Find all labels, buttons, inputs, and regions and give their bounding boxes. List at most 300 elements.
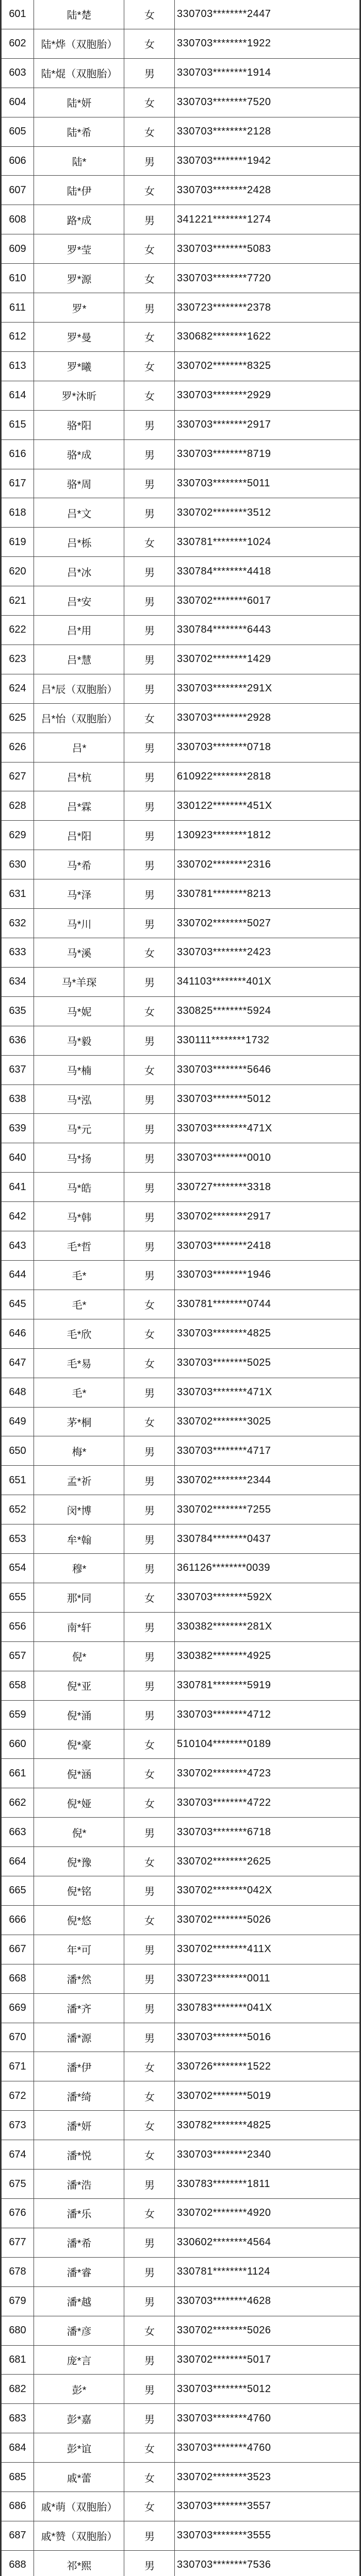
table-row — [1, 967, 361, 996]
student-name: 陆*烨（双胞胎） — [34, 29, 124, 58]
id-number: 330702********5026 — [175, 2316, 361, 2345]
id-number: 330702********7255 — [175, 1495, 361, 1524]
row-number: 684 — [1, 2433, 34, 2463]
row-number: 624 — [1, 674, 34, 703]
table-row — [1, 996, 361, 1026]
student-name: 戚*蕾 — [34, 2463, 124, 2492]
student-gender: 男 — [124, 879, 175, 909]
row-number: 683 — [1, 2404, 34, 2433]
student-name: 陆*妍 — [34, 88, 124, 117]
student-gender: 男 — [124, 205, 175, 234]
student-gender: 男 — [124, 791, 175, 821]
table-row — [1, 351, 361, 381]
row-number: 644 — [1, 1260, 34, 1290]
student-name: 倪*娅 — [34, 1788, 124, 1818]
id-number: 330702********5019 — [175, 2081, 361, 2111]
student-name: 马*泓 — [34, 1084, 124, 1114]
student-name: 彭*嘉 — [34, 2404, 124, 2433]
student-gender: 女 — [124, 1847, 175, 1876]
student-gender: 男 — [124, 1026, 175, 1055]
id-number: 330703********291X — [175, 674, 361, 703]
id-number: 330783********1811 — [175, 2170, 361, 2199]
student-name: 倪*铭 — [34, 1876, 124, 1906]
id-number: 330703********5011 — [175, 469, 361, 498]
id-number: 330703********2917 — [175, 410, 361, 439]
id-number: 330702********5027 — [175, 909, 361, 938]
row-number: 672 — [1, 2081, 34, 2111]
id-number: 330702********2316 — [175, 850, 361, 879]
id-number: 330702********5026 — [175, 1905, 361, 1935]
id-number: 330702********3512 — [175, 498, 361, 528]
table-row — [1, 2433, 361, 2463]
student-name: 倪*豪 — [34, 1730, 124, 1759]
row-number: 685 — [1, 2463, 34, 2492]
table-row — [1, 762, 361, 791]
id-number: 330703********0718 — [175, 733, 361, 762]
table-row — [1, 2375, 361, 2404]
table-row — [1, 1084, 361, 1114]
table-row — [1, 117, 361, 146]
id-number: 330784********4418 — [175, 557, 361, 586]
row-number: 651 — [1, 1466, 34, 1495]
student-gender: 女 — [124, 2081, 175, 2111]
table-row — [1, 2550, 361, 2576]
row-number: 606 — [1, 146, 34, 176]
student-name: 陆*希 — [34, 117, 124, 146]
student-name: 倪*亚 — [34, 1671, 124, 1700]
table-row — [1, 674, 361, 703]
id-number: 330703********1946 — [175, 1260, 361, 1290]
student-name: 吕*安 — [34, 586, 124, 616]
row-number: 620 — [1, 557, 34, 586]
student-name: 倪*涵 — [34, 1759, 124, 1788]
id-number: 330702********2625 — [175, 1847, 361, 1876]
id-number: 330703********2928 — [175, 703, 361, 733]
row-number: 623 — [1, 645, 34, 674]
table-row — [1, 1114, 361, 1143]
student-gender: 男 — [124, 1143, 175, 1173]
student-name: 牟*翰 — [34, 1524, 124, 1554]
table-row — [1, 528, 361, 557]
student-name: 罗*源 — [34, 264, 124, 293]
table-row — [1, 733, 361, 762]
student-gender: 女 — [124, 938, 175, 968]
table-row — [1, 1964, 361, 1993]
row-number: 687 — [1, 2521, 34, 2550]
student-gender: 男 — [124, 1231, 175, 1261]
student-name: 潘*乐 — [34, 2198, 124, 2228]
id-number: 330702********3523 — [175, 2463, 361, 2492]
row-number: 634 — [1, 967, 34, 996]
id-number: 330703********2929 — [175, 381, 361, 410]
student-name: 马*皓 — [34, 1173, 124, 1202]
student-gender: 男 — [124, 2170, 175, 2199]
student-name: 那*同 — [34, 1583, 124, 1612]
student-gender: 女 — [124, 234, 175, 264]
student-name: 吕*霖 — [34, 791, 124, 821]
table-row — [1, 1466, 361, 1495]
id-number: 330703********6718 — [175, 1818, 361, 1847]
row-number: 654 — [1, 1554, 34, 1583]
table-row — [1, 1202, 361, 1231]
student-gender: 男 — [124, 58, 175, 88]
id-number: 330382********281X — [175, 1612, 361, 1641]
id-number: 330781********5919 — [175, 1671, 361, 1700]
row-number: 677 — [1, 2228, 34, 2257]
id-number: 330703********8719 — [175, 439, 361, 469]
student-gender: 女 — [124, 703, 175, 733]
student-name: 潘*妍 — [34, 2111, 124, 2140]
student-gender: 男 — [124, 1173, 175, 1202]
id-number: 330703********7720 — [175, 264, 361, 293]
row-number: 668 — [1, 1964, 34, 1993]
row-number: 642 — [1, 1202, 34, 1231]
row-number: 639 — [1, 1114, 34, 1143]
student-gender: 男 — [124, 1671, 175, 1700]
student-name: 吕*冰 — [34, 557, 124, 586]
student-name: 吕*栎 — [34, 528, 124, 557]
table-row — [1, 1671, 361, 1700]
row-number: 665 — [1, 1876, 34, 1906]
student-name: 茅*桐 — [34, 1407, 124, 1436]
row-number: 652 — [1, 1495, 34, 1524]
student-name: 潘*源 — [34, 2023, 124, 2052]
table-row — [1, 1231, 361, 1261]
row-number: 618 — [1, 498, 34, 528]
row-number: 641 — [1, 1173, 34, 1202]
id-number: 330784********6443 — [175, 616, 361, 645]
id-number: 330702********042X — [175, 1876, 361, 1906]
row-number: 601 — [1, 0, 34, 29]
student-name: 吕*慧 — [34, 645, 124, 674]
student-name: 年*可 — [34, 1935, 124, 1964]
student-name: 吕*杭 — [34, 762, 124, 791]
table-row — [1, 1143, 361, 1173]
table-row — [1, 498, 361, 528]
id-number: 330703********471X — [175, 1378, 361, 1407]
student-gender: 男 — [124, 293, 175, 323]
student-gender: 男 — [124, 1964, 175, 1993]
id-number: 610922********2818 — [175, 762, 361, 791]
table-row — [1, 2198, 361, 2228]
table-row — [1, 1905, 361, 1935]
student-name: 潘*然 — [34, 1964, 124, 1993]
table-row — [1, 879, 361, 909]
row-number: 655 — [1, 1583, 34, 1612]
row-number: 608 — [1, 205, 34, 234]
table-row — [1, 1788, 361, 1818]
row-number: 629 — [1, 821, 34, 850]
row-number: 612 — [1, 322, 34, 351]
row-number: 648 — [1, 1378, 34, 1407]
id-number: 361126********0039 — [175, 1554, 361, 1583]
table-row — [1, 410, 361, 439]
id-number: 330782********4825 — [175, 2111, 361, 2140]
row-number: 653 — [1, 1524, 34, 1554]
row-number: 682 — [1, 2375, 34, 2404]
student-gender: 女 — [124, 322, 175, 351]
table-row — [1, 176, 361, 205]
row-number: 627 — [1, 762, 34, 791]
student-gender: 女 — [124, 88, 175, 117]
student-gender: 男 — [124, 1466, 175, 1495]
student-name: 骆*周 — [34, 469, 124, 498]
row-number: 631 — [1, 879, 34, 909]
table-row — [1, 909, 361, 938]
id-number: 330727********3318 — [175, 1173, 361, 1202]
table-row — [1, 938, 361, 968]
row-number: 602 — [1, 29, 34, 58]
row-number: 661 — [1, 1759, 34, 1788]
student-gender: 男 — [124, 850, 175, 879]
student-gender: 女 — [124, 2111, 175, 2140]
table-row — [1, 0, 361, 29]
table-row — [1, 1348, 361, 1378]
student-name: 陆*伊 — [34, 176, 124, 205]
id-number: 330703********2447 — [175, 0, 361, 29]
row-number: 611 — [1, 293, 34, 323]
table-row — [1, 821, 361, 850]
id-number: 330703********7536 — [175, 2550, 361, 2576]
row-number: 676 — [1, 2198, 34, 2228]
student-gender: 男 — [124, 1641, 175, 1671]
table-row — [1, 293, 361, 323]
student-gender: 女 — [124, 1290, 175, 1319]
student-name: 马*泽 — [34, 879, 124, 909]
student-name: 毛*欣 — [34, 1319, 124, 1348]
student-gender: 男 — [124, 909, 175, 938]
id-number: 330703********4722 — [175, 1788, 361, 1818]
student-name: 马*羊琛 — [34, 967, 124, 996]
row-number: 670 — [1, 2023, 34, 2052]
row-number: 619 — [1, 528, 34, 557]
student-name: 潘*悦 — [34, 2140, 124, 2170]
id-number: 330723********0011 — [175, 1964, 361, 1993]
student-gender: 男 — [124, 1084, 175, 1114]
table-row — [1, 1495, 361, 1524]
table-row — [1, 2140, 361, 2170]
student-name: 倪*涌 — [34, 1700, 124, 1730]
student-gender: 女 — [124, 996, 175, 1026]
row-number: 669 — [1, 1993, 34, 2023]
table-row — [1, 2345, 361, 2375]
student-name: 陆* — [34, 146, 124, 176]
table-row — [1, 1524, 361, 1554]
student-gender: 男 — [124, 1935, 175, 1964]
id-number: 330703********2340 — [175, 2140, 361, 2170]
row-number: 657 — [1, 1641, 34, 1671]
table-row — [1, 1319, 361, 1348]
id-number: 330702********411X — [175, 1935, 361, 1964]
row-number: 610 — [1, 264, 34, 293]
table-row — [1, 2170, 361, 2199]
student-name: 戚*赞（双胞胎） — [34, 2521, 124, 2550]
student-gender: 男 — [124, 733, 175, 762]
id-number: 341103********401X — [175, 967, 361, 996]
student-name: 庞*言 — [34, 2345, 124, 2375]
table-row — [1, 2463, 361, 2492]
table-row — [1, 1554, 361, 1583]
student-gender: 女 — [124, 264, 175, 293]
student-name: 陆*焜（双胞胎） — [34, 58, 124, 88]
id-number: 330703********1942 — [175, 146, 361, 176]
student-gender: 男 — [124, 1818, 175, 1847]
row-number: 617 — [1, 469, 34, 498]
student-name: 倪*豫 — [34, 1847, 124, 1876]
student-gender: 男 — [124, 1876, 175, 1906]
id-number: 330703********4825 — [175, 1319, 361, 1348]
row-number: 625 — [1, 703, 34, 733]
table-row — [1, 1993, 361, 2023]
id-number: 330111********1732 — [175, 1026, 361, 1055]
table-row — [1, 791, 361, 821]
id-number: 330702********8325 — [175, 351, 361, 381]
student-gender: 女 — [124, 1905, 175, 1935]
student-name: 陆*楚 — [34, 0, 124, 29]
id-number: 330703********5646 — [175, 1055, 361, 1084]
student-name: 罗*曼 — [34, 322, 124, 351]
id-number: 330702********4920 — [175, 2198, 361, 2228]
student-name: 祁*熙 — [34, 2550, 124, 2576]
id-number: 510104********0189 — [175, 1730, 361, 1759]
row-number: 679 — [1, 2286, 34, 2316]
student-name: 毛*易 — [34, 1348, 124, 1378]
row-number: 649 — [1, 1407, 34, 1436]
id-number: 330703********3555 — [175, 2521, 361, 2550]
id-number: 330602********4564 — [175, 2228, 361, 2257]
student-gender: 男 — [124, 410, 175, 439]
student-name: 穆* — [34, 1554, 124, 1583]
student-name: 彭* — [34, 2375, 124, 2404]
student-gender: 女 — [124, 1348, 175, 1378]
student-gender: 男 — [124, 439, 175, 469]
roster-body — [1, 0, 361, 2576]
id-number: 330781********1124 — [175, 2257, 361, 2286]
student-gender: 女 — [124, 1319, 175, 1348]
id-number: 330784********0437 — [175, 1524, 361, 1554]
table-row — [1, 88, 361, 117]
row-number: 613 — [1, 351, 34, 381]
id-number: 330703********4760 — [175, 2404, 361, 2433]
student-name: 闵*博 — [34, 1495, 124, 1524]
row-number: 630 — [1, 850, 34, 879]
student-name: 马*楠 — [34, 1055, 124, 1084]
student-gender: 女 — [124, 1583, 175, 1612]
student-name: 潘*绮 — [34, 2081, 124, 2111]
student-gender: 男 — [124, 1524, 175, 1554]
student-gender: 男 — [124, 2521, 175, 2550]
row-number: 621 — [1, 586, 34, 616]
row-number: 607 — [1, 176, 34, 205]
student-name: 吕*辰（双胞胎） — [34, 674, 124, 703]
student-name: 潘*越 — [34, 2286, 124, 2316]
id-number: 130923********1812 — [175, 821, 361, 850]
row-number: 603 — [1, 58, 34, 88]
id-number: 330703********5012 — [175, 2375, 361, 2404]
student-gender: 男 — [124, 1700, 175, 1730]
table-row — [1, 1055, 361, 1084]
row-number: 605 — [1, 117, 34, 146]
table-row — [1, 1935, 361, 1964]
id-number: 330781********1024 — [175, 528, 361, 557]
row-number: 633 — [1, 938, 34, 968]
student-gender: 男 — [124, 2286, 175, 2316]
student-name: 马*希 — [34, 850, 124, 879]
student-name: 罗*莹 — [34, 234, 124, 264]
row-number: 678 — [1, 2257, 34, 2286]
row-number: 673 — [1, 2111, 34, 2140]
student-gender: 男 — [124, 762, 175, 791]
row-number: 604 — [1, 88, 34, 117]
student-gender: 女 — [124, 2463, 175, 2492]
student-name: 毛* — [34, 1290, 124, 1319]
table-row — [1, 2023, 361, 2052]
student-gender: 男 — [124, 1114, 175, 1143]
student-name: 吕*阳 — [34, 821, 124, 850]
table-row — [1, 1730, 361, 1759]
table-row — [1, 146, 361, 176]
row-number: 656 — [1, 1612, 34, 1641]
table-row — [1, 469, 361, 498]
table-row — [1, 2228, 361, 2257]
student-gender: 男 — [124, 146, 175, 176]
id-number: 330703********5016 — [175, 2023, 361, 2052]
table-row — [1, 2257, 361, 2286]
student-gender: 男 — [124, 2345, 175, 2375]
table-row — [1, 2404, 361, 2433]
student-gender: 男 — [124, 2375, 175, 2404]
student-gender: 男 — [124, 1495, 175, 1524]
id-number: 330783********041X — [175, 1993, 361, 2023]
id-number: 330703********592X — [175, 1583, 361, 1612]
row-number: 664 — [1, 1847, 34, 1876]
student-gender: 男 — [124, 1993, 175, 2023]
student-gender: 男 — [124, 2023, 175, 2052]
row-number: 616 — [1, 439, 34, 469]
row-number: 622 — [1, 616, 34, 645]
row-number: 667 — [1, 1935, 34, 1964]
student-gender: 男 — [124, 1378, 175, 1407]
id-number: 330122********451X — [175, 791, 361, 821]
id-number: 330702********6017 — [175, 586, 361, 616]
id-number: 330702********3025 — [175, 1407, 361, 1436]
row-number: 635 — [1, 996, 34, 1026]
id-number: 330723********2378 — [175, 293, 361, 323]
table-row — [1, 1378, 361, 1407]
student-gender: 女 — [124, 1407, 175, 1436]
student-gender: 女 — [124, 2198, 175, 2228]
row-number: 688 — [1, 2550, 34, 2576]
table-row — [1, 1290, 361, 1319]
row-number: 659 — [1, 1700, 34, 1730]
student-gender: 女 — [124, 528, 175, 557]
id-number: 330702********1429 — [175, 645, 361, 674]
table-row — [1, 616, 361, 645]
student-gender: 女 — [124, 1788, 175, 1818]
student-gender: 女 — [124, 2492, 175, 2521]
row-number: 636 — [1, 1026, 34, 1055]
table-row — [1, 205, 361, 234]
student-gender: 女 — [124, 0, 175, 29]
table-row — [1, 29, 361, 58]
id-number: 330702********2917 — [175, 1202, 361, 1231]
student-gender: 男 — [124, 1202, 175, 1231]
table-row — [1, 645, 361, 674]
student-name: 罗* — [34, 293, 124, 323]
student-gender: 男 — [124, 1436, 175, 1466]
id-number: 330703********5025 — [175, 1348, 361, 1378]
id-number: 330703********2418 — [175, 1231, 361, 1261]
